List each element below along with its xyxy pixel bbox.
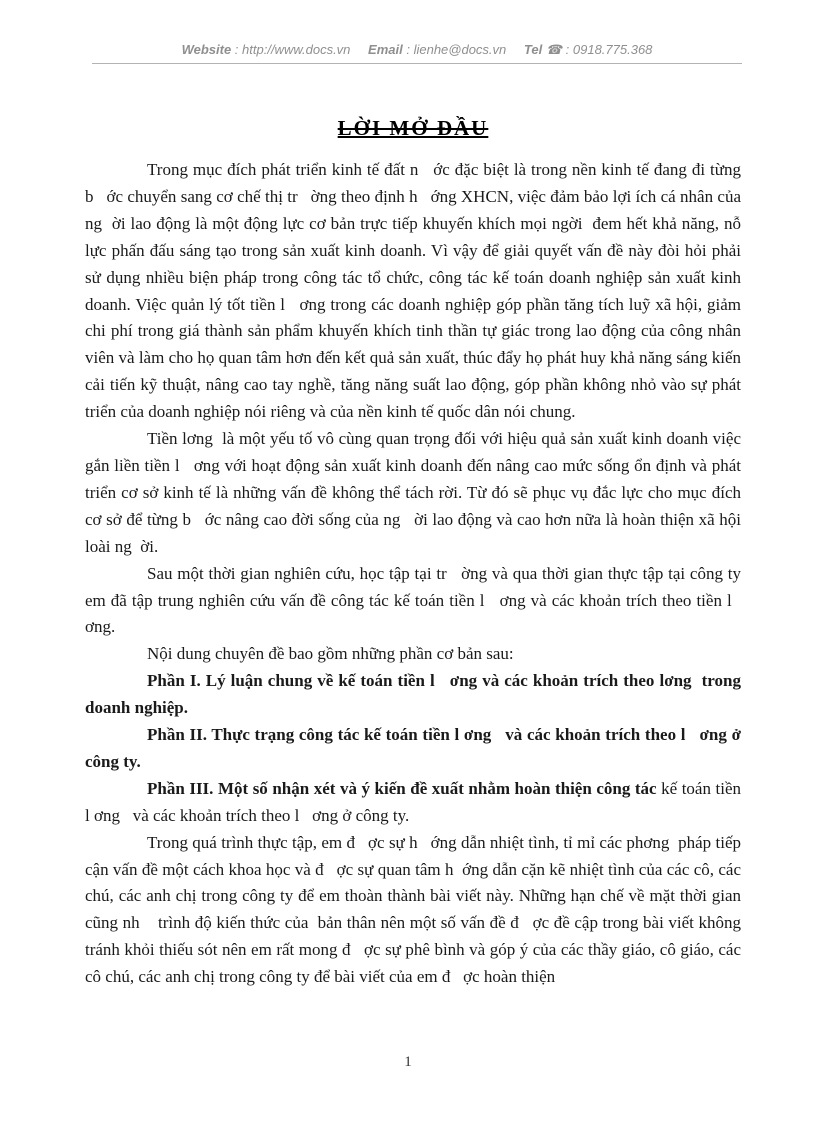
document-body [85, 110, 741, 991]
tel-number: 0918.775.368 [572, 42, 653, 57]
tel-label: Tel [523, 42, 543, 57]
closing-paragraph: Trong quá trình thực tập, em đ ợc sự h ớng dẫn nhiệt tình, tỉ mỉ các phơng pháp tiếp cận vấn đề một cách khoa học và đ ợc sự quan tâm h ớng dẫn cặn kẽ nhiệt tình của các cô, các chú, các anh chị trong công ty để em thoàn thành bài viết này. Những hạn chế về mặt thời gian cũng nh trình độ kiến thức của bản thân nên một số vấn đề đ ợc đề cập trong bài viết không tránh khỏi thiếu sót nên em rất mong đ ợc sự phê bình và góp ý của các thầy giáo, cô giáo, các cô chú, các anh chị trong công ty để bài viết của em đ ợc hoàn thiện [85, 832, 741, 987]
website-url: http://www.docs.vn [242, 42, 351, 57]
intro-paragraph-1: Trong mục đích phát triển kinh tế đất n ớc đặc biệt là trong nền kinh tế đang đi từng b ớc chuyển sang cơ chế thị tr ờng theo định h ớng XHCN, việc đảm bảo lợi ích cá nhân của ng ời lao động là một động lực cơ bản trực tiếp khuyến khích mọi ngời đem hết khả năng, nỗ lực phấn đấu sáng tạo trong sản xuất kinh doanh. Vì vậy để giải quyết vấn đề này đòi hỏi phải sử dụng nhiều biện pháp trong công tác tổ chức, công tác kế toán doanh nghiệp sản xuất kinh doanh. Việc quản lý tốt tiền l ơng trong các doanh nghiệp góp phần tăng tích luỹ xã hội, giảm chi phí trong giá thành sản phẩm khuyến khích tinh thần tự giác trong lao động của công nhân viên và làm cho họ quan tâm hơn đến kết quả sản xuất, thúc đẩy họ phát huy khả năng sáng kiến cải tiến kỹ thuật, nâng cao tay nghề, tăng năng suất lao động, góp phần không nhỏ vào sự phát triển của doanh nghiệp nói riêng và của nền kinh tế quốc dân nói chung. [85, 160, 741, 422]
page-number: 1 [404, 1054, 412, 1070]
email-separator: : [402, 42, 414, 57]
section-heading-part3-regular: kế toán tiền l ơng và các khoản trích theo l ơng ở công ty. [85, 778, 741, 825]
tel-group [524, 42, 653, 57]
website-label: Website [181, 42, 232, 57]
email-label: Email [368, 42, 403, 57]
website-separator: : [231, 42, 243, 57]
section-heading-part3-bold: Phần III. Một số nhận xét và ý kiến đề xuất nhằm hoàn thiện công tác [147, 778, 662, 798]
section-heading-part3 [85, 776, 741, 830]
section-heading-part2: Phần II. Thực trạng công tác kế toán tiền l ơng và các khoản trích theo l ơng ở công ty. [85, 725, 741, 771]
email-group [368, 42, 506, 57]
intro-paragraph-3: Sau một thời gian nghiên cứu, học tập tại tr ờng và qua thời gian thực tập tại công ty em đã tập trung nghiên cứu vấn đề công tác kế toán tiền l ơng và các khoản trích theo tiền l ơng. [85, 563, 741, 637]
intro-paragraph-2: Tiền lơng là một yếu tố vô cùng quan trọng đối với hiệu quả sản xuất kinh doanh việc gắn liền tiền l ơng với hoạt động sản xuất kinh doanh đến nâng cao mức sống ổn định và phát triển cơ sở kinh tế là những vấn đề không thể tách rời. Từ đó sẽ phục vụ đắc lực cho mục đích cơ sở để từng b ớc nâng cao đời sống của ng ời lao động và cao hơn nữa là hoàn thiện xã hội loài ng ời. [85, 429, 741, 556]
section-heading-part1: Phần I. Lý luận chung về kế toán tiền l ơng và các khoản trích theo lơng trong doanh nghiệp. [85, 671, 741, 718]
phone-icon: ☎ [545, 42, 563, 57]
content-list-intro: Nội dung chuyên đề bao gồm những phần cơ bản sau: [147, 644, 514, 664]
tel-separator: : [562, 42, 573, 57]
document-title: LỜI MỞ ĐẦU [337, 116, 489, 140]
page-header [92, 42, 742, 64]
website-group [182, 42, 351, 57]
email-address: lienhe@docs.vn [413, 42, 507, 57]
